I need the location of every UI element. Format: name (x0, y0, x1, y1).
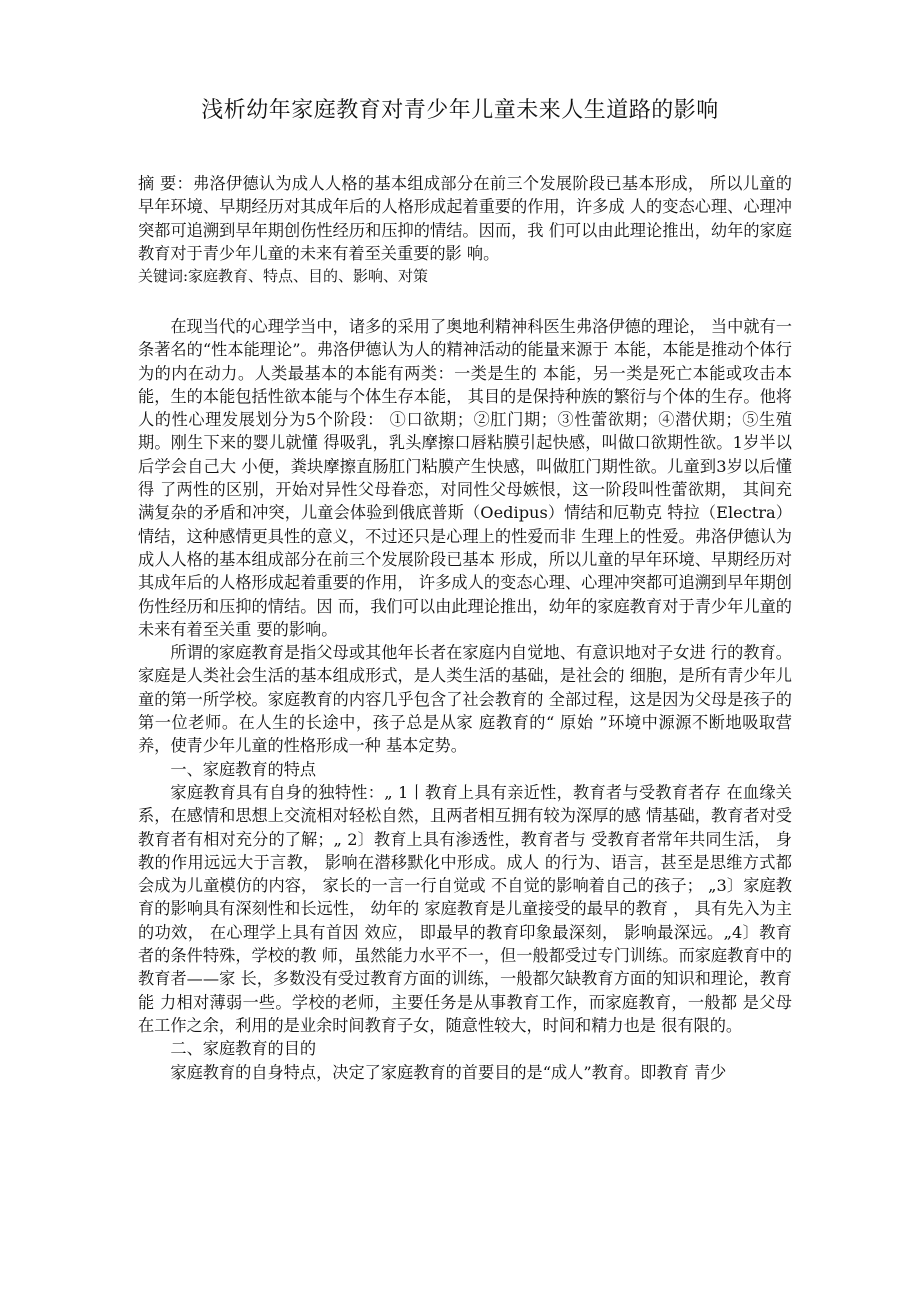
section-heading-purpose: 二、家庭教育的目的 (170, 1039, 317, 1059)
abstract-text: 摘 要：弗洛伊德认为成人人格的基本组成部分在前三个发展阶段已基本形成， 所以儿童的早年环境、早期经历对其成年后的人格形成起着重要的作用，许多成 人的变态心理、心理冲突都可追溯到早年期创伤性经历和压抑的情结。因而，我 们可以由此理论推出，幼年的家庭教育对于青少年儿童的未来有着至关重要的影 响。 (138, 174, 792, 263)
section-text-features: 家庭教育具有自身的独特性：„ 1丨教育上具有亲近性，教育者与受教育者存 在血缘关系，在感情和思想上交流相对轻松自然，且两者相互拥有较为深厚的感 情基础，教育者对受教育者有相对充分的了解；„ 2〕教育上具有渗透性，教育者与 受教育者常年共同生活， 身教的作用远远大于言教， 影响在潜移默化中形成。成人 的行为、语言，甚至是思维方式都会成为儿童模仿的内容， 家长的一言一行自觉或 不自觉的影响着自己的孩子； „3〕家庭教育的影响具有深刻性和长远性， 幼年的 家庭教育是儿童接受的最早的教育 ， 具有先入为主的功效， 在心理学上具有首因 效应， 即最早的教育印象最深刻， 影响最深远。„4〕教育者的条件特殊，学校的教 师，虽然能力水平不一，但一般都受过专门训练。而家庭教育中的教育者——家 长，多数没有受过教育方面的训练，一般都欠缺教育方面的知识和理论，教育能 力相对薄弱一些。学校的老师，主要任务是从事教育工作，而家庭教育，一般都 是父母在工作之余，利用的是业余时间教育子女，随意性较大，时间和精力也是 很有限的。 (138, 782, 792, 1035)
body-paragraph-1: 在现当代的心理学当中，诸多的采用了奥地利精神科医生弗洛伊德的理论， 当中就有一条著名的“性本能理论”。弗洛伊德认为人的精神活动的能量来源于 本能，本能是推动个体行为的内在动力。人类最基本的本能有两类：一类是生的 本能，另一类是死亡本能或攻击本能，生的本能包括性欲本能与个体生存本能， 其目的是保持种族的繁衍与个体的生存。他将人的性心理发展划分为5个阶段： ①口欲期；②肛门期；③性蕾欲期；④潜伏期；⑤生殖期。刚生下来的婴儿就懂 得吸乳，乳头摩擦口唇粘膜引起快感，叫做口欲期性欲。1岁半以后学会自己大 小便，粪块摩擦直肠肛门粘膜产生快感，叫做肛门期性欲。儿童到3岁以后懂得 了两性的区别，开始对异性父母眷恋，对同性父母嫉恨，这一阶段叫性蕾欲期， 其间充满复杂的矛盾和冲突，儿童会体验到俄底普斯（Oedipus）情结和厄勒克 特拉（Electra）情结，这种感情更具性的意义，不过还只是心理上的性爱而非 生理上的性爱。弗洛伊德认为成人人格的基本组成部分在前三个发展阶段已基本 形成，所以儿童的早年环境、早期经历对其成年后的人格形成起着重要的作用， 许多成人的变态心理、心理冲突都可追溯到早年期创伤性经历和压抑的情结。因 而，我们可以由此理论推出，幼年的家庭教育对于青少年儿童的未来有着至关重 要的影响。 (138, 317, 792, 639)
section-text-purpose: 家庭教育的自身特点，决定了家庭教育的首要目的是“成人”教育。即教育 青少 (170, 1062, 727, 1082)
section-heading-features: 一、家庭教育的特点 (170, 759, 317, 779)
body-paragraph-2: 所谓的家庭教育是指父母或其他年长者在家庭内自觉地、有意识地对子女进 行的教育。家庭是人类社会生活的基本组成形式，是人类生活的基础，是社会的 细胞，是所有青少年儿童的第一所学校。家庭教育的内容几乎包含了社会教育的 全部过程，这是因为父母是孩子的第一位老师。在人生的长途中，孩子总是从家 庭教育的“ 原始 ”环境中源源不断地吸取营养，使青少年儿童的性格形成一种 基本定势。 (138, 643, 792, 756)
document-title: 浅析幼年家庭教育对青少年儿童未来人生道路的影响 (201, 98, 719, 123)
body-text (138, 315, 792, 1084)
keywords-line: 关键词:家庭教育、特点、目的、影响、对策 (138, 267, 429, 286)
abstract-block (138, 172, 792, 288)
